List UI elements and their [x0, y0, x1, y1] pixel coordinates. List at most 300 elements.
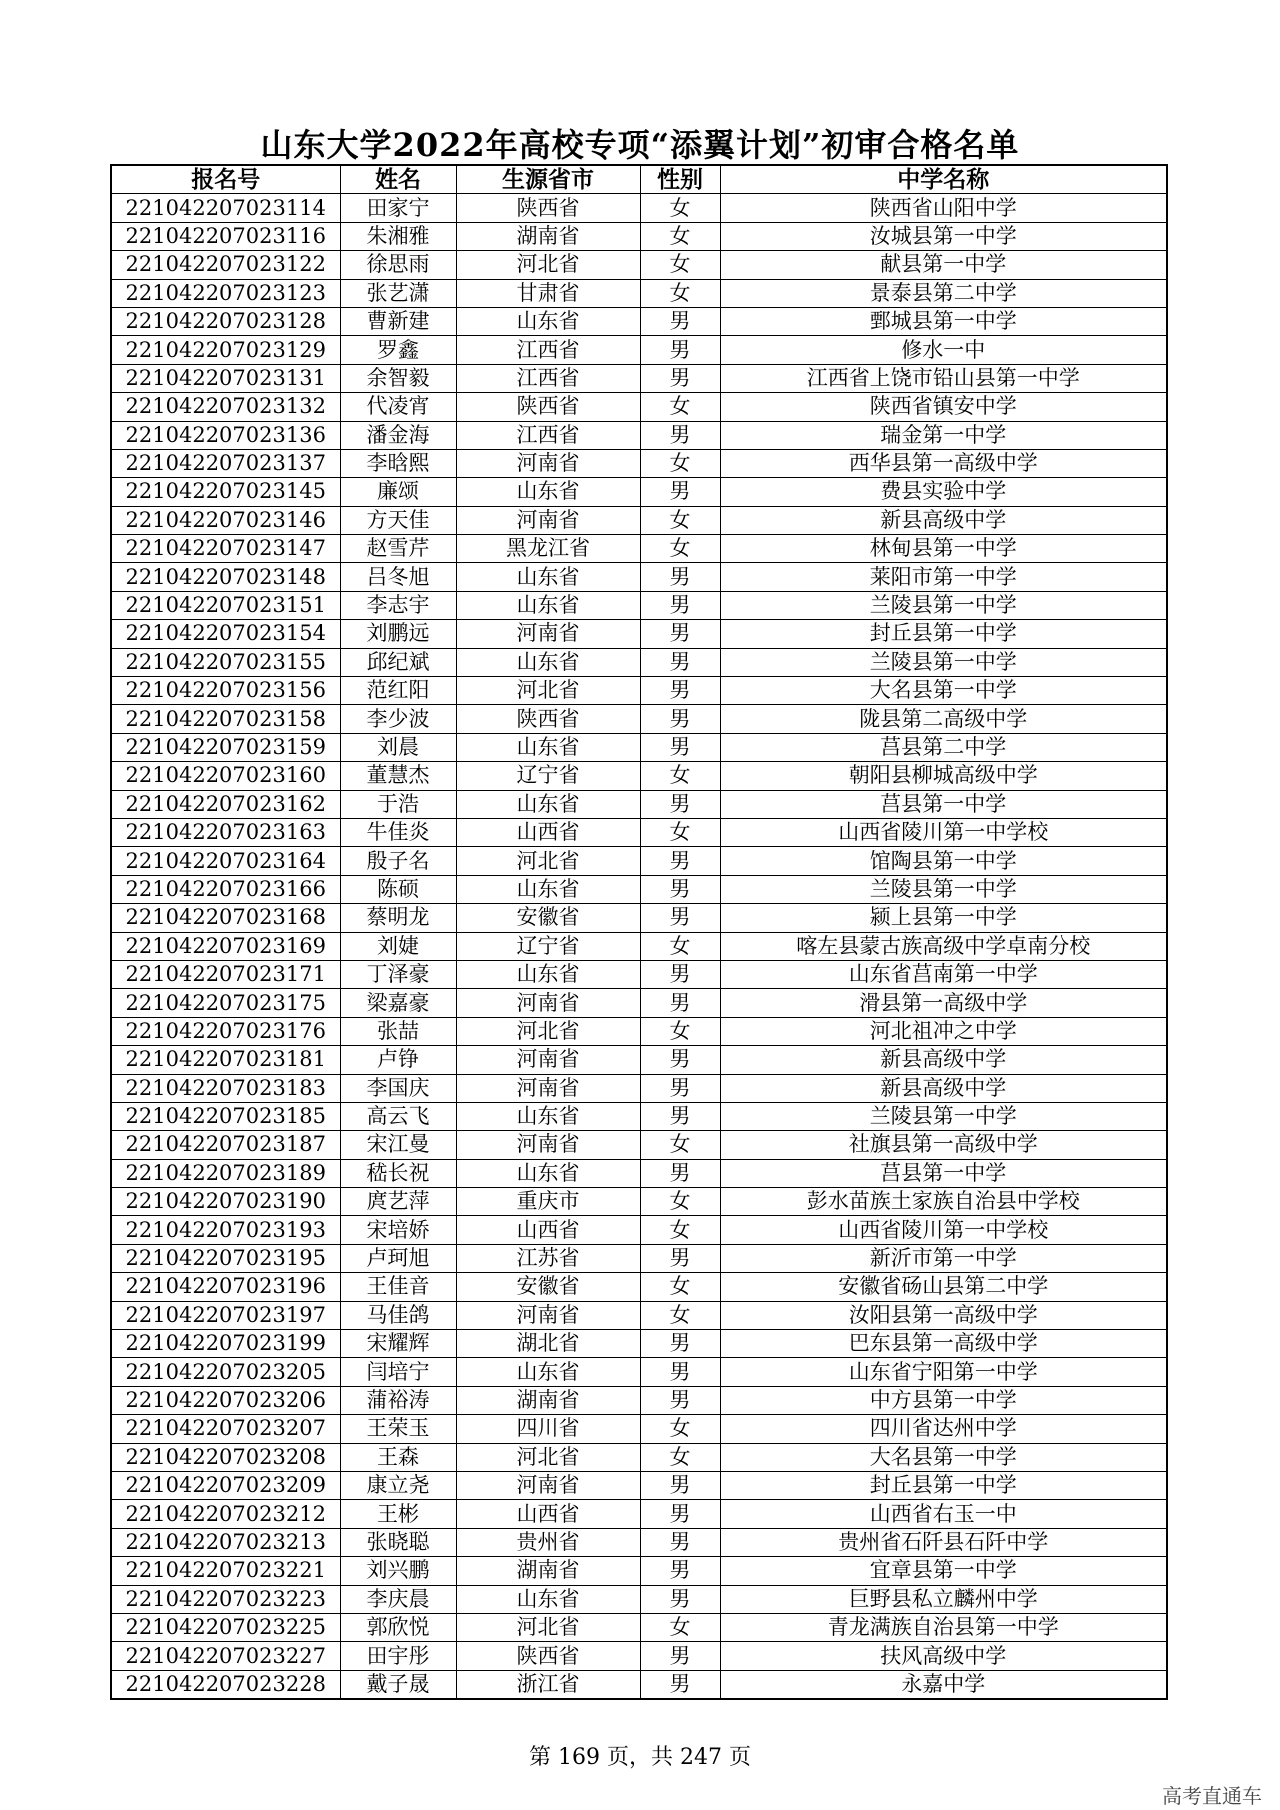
school-cell: 山东省莒南第一中学	[720, 960, 1167, 988]
gender-cell: 男	[640, 875, 720, 903]
province-cell: 陕西省	[456, 194, 640, 222]
gender-cell: 男	[640, 1386, 720, 1414]
registration-no-cell: 221042207023164	[111, 847, 340, 875]
registration-no-cell: 221042207023145	[111, 478, 340, 506]
table-row	[111, 449, 1167, 477]
province-cell: 湖南省	[456, 222, 640, 250]
registration-no-cell: 221042207023227	[111, 1642, 340, 1670]
registration-no-cell: 221042207023212	[111, 1500, 340, 1528]
school-cell: 封丘县第一中学	[720, 1471, 1167, 1499]
table-row	[111, 818, 1167, 846]
table-row	[111, 506, 1167, 534]
name-cell: 郭欣悦	[340, 1613, 456, 1641]
gender-cell: 男	[640, 904, 720, 932]
gender-cell: 女	[640, 932, 720, 960]
registration-no-cell: 221042207023175	[111, 989, 340, 1017]
table-row	[111, 1273, 1167, 1301]
table-row	[111, 1301, 1167, 1329]
gender-cell: 男	[640, 1642, 720, 1670]
table-row	[111, 1471, 1167, 1499]
gender-cell: 女	[640, 762, 720, 790]
name-cell: 丁泽豪	[340, 960, 456, 988]
school-cell: 河北祖冲之中学	[720, 1017, 1167, 1045]
gender-cell: 女	[640, 393, 720, 421]
name-cell: 张艺潇	[340, 279, 456, 307]
registration-no-cell: 221042207023189	[111, 1159, 340, 1187]
name-cell: 庹艺萍	[340, 1188, 456, 1216]
name-cell: 廉颂	[340, 478, 456, 506]
column-header-school: 中学名称	[720, 165, 1167, 194]
table-row	[111, 1585, 1167, 1613]
table-row	[111, 279, 1167, 307]
name-cell: 李国庆	[340, 1074, 456, 1102]
gender-cell: 女	[640, 449, 720, 477]
table-row	[111, 222, 1167, 250]
province-cell: 安徽省	[456, 904, 640, 932]
registration-no-cell: 221042207023213	[111, 1528, 340, 1556]
name-cell: 马佳鸽	[340, 1301, 456, 1329]
gender-cell: 男	[640, 563, 720, 591]
table-row	[111, 1415, 1167, 1443]
name-cell: 李志宇	[340, 591, 456, 619]
registration-no-cell: 221042207023131	[111, 364, 340, 392]
registration-no-cell: 221042207023206	[111, 1386, 340, 1414]
gender-cell: 女	[640, 1017, 720, 1045]
name-cell: 曹新建	[340, 307, 456, 335]
name-cell: 王佳音	[340, 1273, 456, 1301]
name-cell: 方天佳	[340, 506, 456, 534]
table-row	[111, 790, 1167, 818]
gender-cell: 男	[640, 421, 720, 449]
name-cell: 王彬	[340, 1500, 456, 1528]
registration-no-cell: 221042207023132	[111, 393, 340, 421]
registration-no-cell: 221042207023225	[111, 1613, 340, 1641]
school-cell: 新县高级中学	[720, 506, 1167, 534]
registration-no-cell: 221042207023116	[111, 222, 340, 250]
registration-no-cell: 221042207023176	[111, 1017, 340, 1045]
registration-no-cell: 221042207023209	[111, 1471, 340, 1499]
page-title: 山东大学2022年高校专项“添翼计划”初审合格名单	[260, 126, 1020, 164]
table-row	[111, 648, 1167, 676]
registration-no-cell: 221042207023156	[111, 677, 340, 705]
name-cell: 朱湘雅	[340, 222, 456, 250]
province-cell: 山东省	[456, 733, 640, 761]
gender-cell: 男	[640, 1585, 720, 1613]
province-cell: 河南省	[456, 1471, 640, 1499]
school-cell: 景泰县第二中学	[720, 279, 1167, 307]
table-row	[111, 1358, 1167, 1386]
registration-no-cell: 221042207023171	[111, 960, 340, 988]
table-row	[111, 393, 1167, 421]
registration-no-cell: 221042207023196	[111, 1273, 340, 1301]
table-row	[111, 620, 1167, 648]
gender-cell: 女	[640, 1216, 720, 1244]
table-row	[111, 705, 1167, 733]
table-row	[111, 1642, 1167, 1670]
name-cell: 赵雪芹	[340, 535, 456, 563]
name-cell: 张晓聪	[340, 1528, 456, 1556]
school-cell: 献县第一中学	[720, 251, 1167, 279]
school-cell: 喀左县蒙古族高级中学卓南分校	[720, 932, 1167, 960]
school-cell: 山东省宁阳第一中学	[720, 1358, 1167, 1386]
registration-no-cell: 221042207023195	[111, 1244, 340, 1272]
gender-cell: 女	[640, 1613, 720, 1641]
registration-no-cell: 221042207023146	[111, 506, 340, 534]
name-cell: 王荣玉	[340, 1415, 456, 1443]
province-cell: 山西省	[456, 1500, 640, 1528]
school-cell: 莱阳市第一中学	[720, 563, 1167, 591]
column-header-registration-no: 报名号	[111, 165, 340, 194]
school-cell: 兰陵县第一中学	[720, 1102, 1167, 1130]
name-cell: 吕冬旭	[340, 563, 456, 591]
province-cell: 山西省	[456, 818, 640, 846]
school-cell: 兰陵县第一中学	[720, 648, 1167, 676]
province-cell: 山东省	[456, 1102, 640, 1130]
name-cell: 康立尧	[340, 1471, 456, 1499]
name-cell: 宋耀辉	[340, 1330, 456, 1358]
column-header-name: 姓名	[340, 165, 456, 194]
gender-cell: 女	[640, 1301, 720, 1329]
school-cell: 大名县第一中学	[720, 677, 1167, 705]
province-cell: 江西省	[456, 336, 640, 364]
province-cell: 辽宁省	[456, 932, 640, 960]
table-row	[111, 1443, 1167, 1471]
school-cell: 兰陵县第一中学	[720, 875, 1167, 903]
province-cell: 江苏省	[456, 1244, 640, 1272]
province-cell: 山西省	[456, 1216, 640, 1244]
school-cell: 四川省达州中学	[720, 1415, 1167, 1443]
province-cell: 河北省	[456, 847, 640, 875]
gender-cell: 男	[640, 1528, 720, 1556]
table-row	[111, 1670, 1167, 1699]
gender-cell: 男	[640, 1244, 720, 1272]
gender-cell: 男	[640, 336, 720, 364]
gender-cell: 女	[640, 1273, 720, 1301]
table-row	[111, 1159, 1167, 1187]
roster-table	[110, 164, 1168, 1700]
province-cell: 河南省	[456, 1301, 640, 1329]
school-cell: 新县高级中学	[720, 1074, 1167, 1102]
name-cell: 李少波	[340, 705, 456, 733]
registration-no-cell: 221042207023221	[111, 1557, 340, 1585]
registration-no-cell: 221042207023158	[111, 705, 340, 733]
registration-no-cell: 221042207023148	[111, 563, 340, 591]
school-cell: 新县高级中学	[720, 1046, 1167, 1074]
province-cell: 陕西省	[456, 705, 640, 733]
school-cell: 贵州省石阡县石阡中学	[720, 1528, 1167, 1556]
gender-cell: 女	[640, 506, 720, 534]
name-cell: 代凌宵	[340, 393, 456, 421]
table-row	[111, 563, 1167, 591]
province-cell: 山东省	[456, 307, 640, 335]
table-row	[111, 1330, 1167, 1358]
school-cell: 鄄城县第一中学	[720, 307, 1167, 335]
school-cell: 陇县第二高级中学	[720, 705, 1167, 733]
registration-no-cell: 221042207023155	[111, 648, 340, 676]
name-cell: 范红阳	[340, 677, 456, 705]
registration-no-cell: 221042207023151	[111, 591, 340, 619]
gender-cell: 男	[640, 307, 720, 335]
province-cell: 贵州省	[456, 1528, 640, 1556]
school-cell: 修水一中	[720, 336, 1167, 364]
table-row	[111, 1613, 1167, 1641]
registration-no-cell: 221042207023147	[111, 535, 340, 563]
gender-cell: 男	[640, 1500, 720, 1528]
province-cell: 河北省	[456, 1017, 640, 1045]
name-cell: 王森	[340, 1443, 456, 1471]
school-cell: 山西省右玉一中	[720, 1500, 1167, 1528]
table-row	[111, 1528, 1167, 1556]
gender-cell: 男	[640, 1557, 720, 1585]
name-cell: 梁嘉豪	[340, 989, 456, 1017]
table-row	[111, 364, 1167, 392]
gender-cell: 女	[640, 1131, 720, 1159]
province-cell: 甘肃省	[456, 279, 640, 307]
registration-no-cell: 221042207023205	[111, 1358, 340, 1386]
registration-no-cell: 221042207023169	[111, 932, 340, 960]
table-row	[111, 307, 1167, 335]
gender-cell: 男	[640, 989, 720, 1017]
province-cell: 河北省	[456, 1613, 640, 1641]
province-cell: 河南省	[456, 620, 640, 648]
province-cell: 陕西省	[456, 1642, 640, 1670]
table-row	[111, 1046, 1167, 1074]
gender-cell: 男	[640, 790, 720, 818]
province-cell: 江西省	[456, 421, 640, 449]
table-row	[111, 847, 1167, 875]
school-cell: 扶风高级中学	[720, 1642, 1167, 1670]
registration-no-cell: 221042207023207	[111, 1415, 340, 1443]
province-cell: 河南省	[456, 449, 640, 477]
gender-cell: 男	[640, 591, 720, 619]
gender-cell: 男	[640, 1102, 720, 1130]
province-cell: 河北省	[456, 1443, 640, 1471]
table-row	[111, 1557, 1167, 1585]
table-row	[111, 904, 1167, 932]
name-cell: 余智毅	[340, 364, 456, 392]
header-row	[111, 165, 1167, 194]
province-cell: 河南省	[456, 989, 640, 1017]
name-cell: 刘婕	[340, 932, 456, 960]
school-cell: 中方县第一中学	[720, 1386, 1167, 1414]
name-cell: 闫培宁	[340, 1358, 456, 1386]
registration-no-cell: 221042207023181	[111, 1046, 340, 1074]
gender-cell: 男	[640, 1046, 720, 1074]
gender-cell: 女	[640, 818, 720, 846]
registration-no-cell: 221042207023128	[111, 307, 340, 335]
name-cell: 蔡明龙	[340, 904, 456, 932]
registration-no-cell: 221042207023185	[111, 1102, 340, 1130]
school-cell: 莒县第一中学	[720, 790, 1167, 818]
table-row	[111, 1074, 1167, 1102]
province-cell: 湖南省	[456, 1386, 640, 1414]
gender-cell: 男	[640, 648, 720, 676]
table-row	[111, 1386, 1167, 1414]
registration-no-cell: 221042207023228	[111, 1670, 340, 1699]
name-cell: 于浩	[340, 790, 456, 818]
registration-no-cell: 221042207023193	[111, 1216, 340, 1244]
name-cell: 潘金海	[340, 421, 456, 449]
name-cell: 高云飞	[340, 1102, 456, 1130]
name-cell: 罗鑫	[340, 336, 456, 364]
registration-no-cell: 221042207023163	[111, 818, 340, 846]
table-row	[111, 875, 1167, 903]
school-cell: 陕西省山阳中学	[720, 194, 1167, 222]
school-cell: 巴东县第一高级中学	[720, 1330, 1167, 1358]
name-cell: 李庆晨	[340, 1585, 456, 1613]
registration-no-cell: 221042207023114	[111, 194, 340, 222]
gender-cell: 男	[640, 1074, 720, 1102]
name-cell: 宋培娇	[340, 1216, 456, 1244]
name-cell: 董慧杰	[340, 762, 456, 790]
name-cell: 陈硕	[340, 875, 456, 903]
gender-cell: 男	[640, 705, 720, 733]
province-cell: 河北省	[456, 677, 640, 705]
school-cell: 宜章县第一中学	[720, 1557, 1167, 1585]
table-row	[111, 591, 1167, 619]
gender-cell: 男	[640, 1670, 720, 1699]
province-cell: 河南省	[456, 1131, 640, 1159]
province-cell: 山东省	[456, 648, 640, 676]
registration-no-cell: 221042207023136	[111, 421, 340, 449]
province-cell: 浙江省	[456, 1670, 640, 1699]
province-cell: 河南省	[456, 1074, 640, 1102]
province-cell: 安徽省	[456, 1273, 640, 1301]
school-cell: 新沂市第一中学	[720, 1244, 1167, 1272]
province-cell: 四川省	[456, 1415, 640, 1443]
name-cell: 李晗熙	[340, 449, 456, 477]
registration-no-cell: 221042207023129	[111, 336, 340, 364]
column-header-province: 生源省市	[456, 165, 640, 194]
province-cell: 山东省	[456, 790, 640, 818]
school-cell: 费县实验中学	[720, 478, 1167, 506]
name-cell: 宋江曼	[340, 1131, 456, 1159]
school-cell: 馆陶县第一中学	[720, 847, 1167, 875]
name-cell: 刘鹏远	[340, 620, 456, 648]
gender-cell: 男	[640, 1471, 720, 1499]
registration-no-cell: 221042207023168	[111, 904, 340, 932]
registration-no-cell: 221042207023183	[111, 1074, 340, 1102]
school-cell: 朝阳县柳城高级中学	[720, 762, 1167, 790]
school-cell: 莒县第二中学	[720, 733, 1167, 761]
school-cell: 林甸县第一中学	[720, 535, 1167, 563]
gender-cell: 女	[640, 1188, 720, 1216]
name-cell: 蒲裕涛	[340, 1386, 456, 1414]
province-cell: 重庆市	[456, 1188, 640, 1216]
name-cell: 嵇长祝	[340, 1159, 456, 1187]
name-cell: 邱纪斌	[340, 648, 456, 676]
gender-cell: 女	[640, 1415, 720, 1443]
province-cell: 陕西省	[456, 393, 640, 421]
gender-cell: 男	[640, 1358, 720, 1386]
table-row	[111, 733, 1167, 761]
province-cell: 山东省	[456, 478, 640, 506]
school-cell: 江西省上饶市铅山县第一中学	[720, 364, 1167, 392]
gender-cell: 女	[640, 1443, 720, 1471]
registration-no-cell: 221042207023162	[111, 790, 340, 818]
name-cell: 戴子晟	[340, 1670, 456, 1699]
registration-no-cell: 221042207023197	[111, 1301, 340, 1329]
name-cell: 刘晨	[340, 733, 456, 761]
registration-no-cell: 221042207023199	[111, 1330, 340, 1358]
registration-no-cell: 221042207023137	[111, 449, 340, 477]
school-cell: 山西省陵川第一中学校	[720, 818, 1167, 846]
roster-body	[111, 194, 1167, 1699]
name-cell: 牛佳炎	[340, 818, 456, 846]
registration-no-cell: 221042207023187	[111, 1131, 340, 1159]
table-row	[111, 194, 1167, 222]
registration-no-cell: 221042207023208	[111, 1443, 340, 1471]
school-cell: 滑县第一高级中学	[720, 989, 1167, 1017]
school-cell: 巨野县私立麟州中学	[720, 1585, 1167, 1613]
school-cell: 封丘县第一中学	[720, 620, 1167, 648]
table-row	[111, 421, 1167, 449]
gender-cell: 女	[640, 194, 720, 222]
name-cell: 卢珂旭	[340, 1244, 456, 1272]
name-cell: 张喆	[340, 1017, 456, 1045]
school-cell: 陕西省镇安中学	[720, 393, 1167, 421]
table-row	[111, 1102, 1167, 1130]
name-cell: 刘兴鹏	[340, 1557, 456, 1585]
province-cell: 湖南省	[456, 1557, 640, 1585]
registration-no-cell: 221042207023190	[111, 1188, 340, 1216]
table-row	[111, 478, 1167, 506]
name-cell: 田宇彤	[340, 1642, 456, 1670]
province-cell: 山东省	[456, 1585, 640, 1613]
school-cell: 瑞金第一中学	[720, 421, 1167, 449]
table-row	[111, 1216, 1167, 1244]
province-cell: 山东省	[456, 563, 640, 591]
school-cell: 山西省陵川第一中学校	[720, 1216, 1167, 1244]
table-row	[111, 1131, 1167, 1159]
name-cell: 田家宁	[340, 194, 456, 222]
gender-cell: 女	[640, 222, 720, 250]
gender-cell: 男	[640, 1330, 720, 1358]
registration-no-cell: 221042207023122	[111, 251, 340, 279]
table-row	[111, 960, 1167, 988]
province-cell: 湖北省	[456, 1330, 640, 1358]
table-row	[111, 251, 1167, 279]
table-row	[111, 1500, 1167, 1528]
registration-no-cell: 221042207023160	[111, 762, 340, 790]
school-cell: 颍上县第一中学	[720, 904, 1167, 932]
gender-cell: 男	[640, 677, 720, 705]
registration-no-cell: 221042207023166	[111, 875, 340, 903]
gender-cell: 男	[640, 364, 720, 392]
gender-cell: 男	[640, 1159, 720, 1187]
province-cell: 河南省	[456, 1046, 640, 1074]
registration-no-cell: 221042207023159	[111, 733, 340, 761]
table-row	[111, 535, 1167, 563]
watermark: 高考直通车	[1162, 1784, 1262, 1808]
school-cell: 莒县第一中学	[720, 1159, 1167, 1187]
gender-cell: 男	[640, 478, 720, 506]
gender-cell: 女	[640, 251, 720, 279]
registration-no-cell: 221042207023223	[111, 1585, 340, 1613]
gender-cell: 女	[640, 535, 720, 563]
page-footer: 第 169 页，共 247 页	[529, 1745, 751, 1770]
name-cell: 卢铮	[340, 1046, 456, 1074]
province-cell: 山东省	[456, 1159, 640, 1187]
gender-cell: 男	[640, 960, 720, 988]
name-cell: 殷子名	[340, 847, 456, 875]
province-cell: 江西省	[456, 364, 640, 392]
province-cell: 山东省	[456, 960, 640, 988]
table-row	[111, 762, 1167, 790]
school-cell: 青龙满族自治县第一中学	[720, 1613, 1167, 1641]
gender-cell: 女	[640, 279, 720, 307]
registration-no-cell: 221042207023154	[111, 620, 340, 648]
